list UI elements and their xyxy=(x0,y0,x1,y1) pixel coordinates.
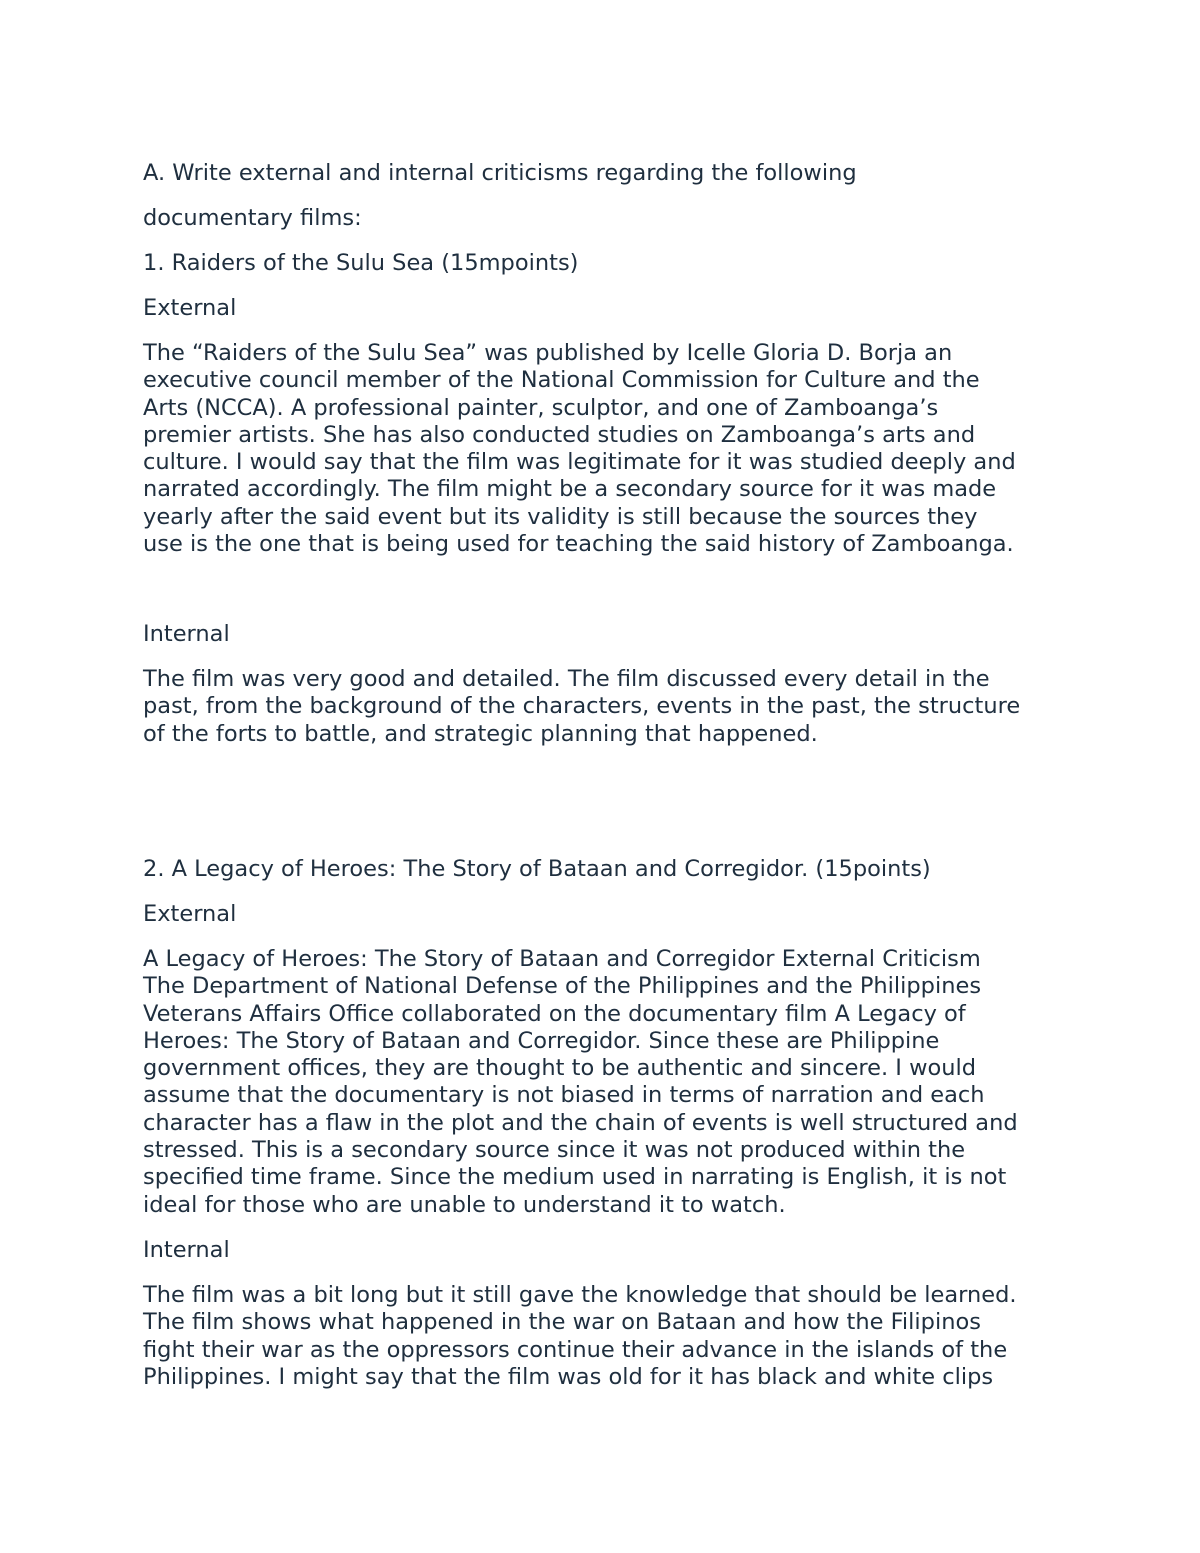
item-2-external-paragraph xyxy=(143,946,1073,1219)
paragraph-line: culture. I would say that the film was legitimate for it was studied deeply and xyxy=(143,449,1016,476)
paragraph-line: premier artists. She has also conducted studies on Zamboanga’s arts and xyxy=(143,421,976,448)
paragraph-line: ideal for those who are unable to understand it to watch. xyxy=(143,1191,786,1218)
item-1-title: 1. Raiders of the Sulu Sea (15mpoints) xyxy=(143,250,579,276)
paragraph-line: past, from the background of the characters, events in the past, the structure xyxy=(143,693,1021,720)
paragraph-line: character has a flaw in the plot and the chain of events is well structured and xyxy=(143,1109,1018,1136)
item-2-external-heading: External xyxy=(143,901,237,927)
paragraph-line: fight their war as the oppressors continue their advance in the islands of the xyxy=(143,1336,1008,1363)
paragraph-line: The film was very good and detailed. The film discussed every detail in the xyxy=(143,666,990,692)
paragraph-line: A Legacy of Heroes: The Story of Bataan and Corregidor External Criticism xyxy=(143,946,981,972)
item-2-title: 2. A Legacy of Heroes: The Story of Bataan and Corregidor. (15points) xyxy=(143,856,931,882)
item-2-internal-paragraph xyxy=(143,1282,1073,1391)
paragraph-line: The Department of National Defense of the Philippines and the Philippines xyxy=(143,973,982,1000)
paragraph-line: government offices, they are thought to be authentic and sincere. I would xyxy=(143,1055,977,1082)
paragraph-line: use is the one that is being used for teaching the said history of Zamboanga. xyxy=(143,531,1014,558)
item-1-external-heading: External xyxy=(143,295,237,321)
paragraph-line: specified time frame. Since the medium used in narrating is English, it is not xyxy=(143,1164,1007,1191)
paragraph-line: executive council member of the National Commission for Culture and the xyxy=(143,367,980,394)
paragraph-line: stressed. This is a secondary source since it was not produced within the xyxy=(143,1137,966,1164)
paragraph-line: yearly after the said event but its validity is still because the sources they xyxy=(143,503,978,530)
paragraph-line: assume that the documentary is not biased in terms of narration and each xyxy=(143,1082,985,1109)
item-1-internal-paragraph xyxy=(143,666,1073,748)
instruction-line-1: A. Write external and internal criticisms regarding the following xyxy=(143,160,857,186)
paragraph-line: The “Raiders of the Sulu Sea” was published by Icelle Gloria D. Borja an xyxy=(143,340,953,366)
paragraph-line: The film was a bit long but it still gave the knowledge that should be learned. xyxy=(143,1282,1017,1308)
instruction-line-2: documentary films: xyxy=(143,205,362,231)
paragraph-line: Veterans Affairs Office collaborated on the documentary film A Legacy of xyxy=(143,1000,966,1027)
paragraph-line: narrated accordingly. The film might be a secondary source for it was made xyxy=(143,476,997,503)
item-1-internal-heading: Internal xyxy=(143,621,230,647)
item-2-internal-heading: Internal xyxy=(143,1237,230,1263)
paragraph-line: of the forts to battle, and strategic planning that happened. xyxy=(143,720,818,747)
paragraph-line: Philippines. I might say that the film was old for it has black and white clips xyxy=(143,1363,994,1390)
item-1-external-paragraph xyxy=(143,340,1073,558)
paragraph-line: The film shows what happened in the war on Bataan and how the Filipinos xyxy=(143,1309,981,1336)
paragraph-line: Arts (NCCA). A professional painter, sculptor, and one of Zamboanga’s xyxy=(143,394,939,421)
paragraph-line: Heroes: The Story of Bataan and Corregidor. Since these are Philippine xyxy=(143,1027,940,1054)
